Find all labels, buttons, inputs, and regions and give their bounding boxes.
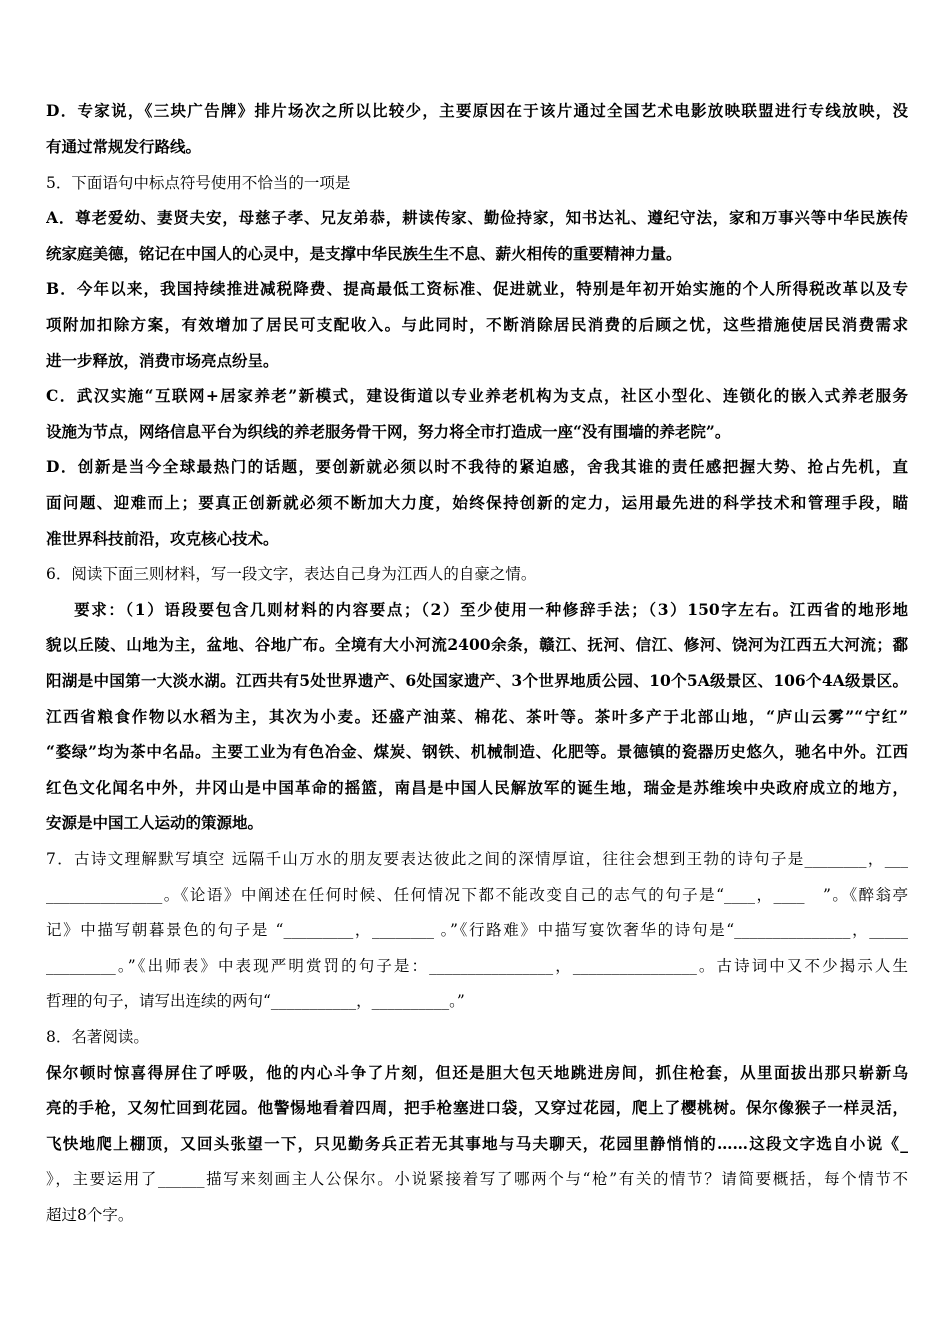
q6-material-line-2: 貌以丘陵、山地为主，盆地、谷地广布。全境有大小河流2400余条，赣江、抚河、信江、修河、饶河为江西五大河流；鄱 xyxy=(46,635,908,654)
option-d-line-1: D．专家说，《三块广告牌》排片场次之所以比较少，主要原因在于该片通过全国艺术电影放映联盟进行专线放映，没 xyxy=(46,101,908,120)
q5-option-b-line-3: 进一步释放，消费市场亮点纷呈。 xyxy=(46,351,279,370)
option-d-line-2: 有通过常规发行路线。 xyxy=(46,137,202,156)
q5-option-d-line-3: 准世界科技前沿，攻克核心技术。 xyxy=(46,529,279,548)
q6-material-line-1: 要求：（1）语段要包含几则材料的内容要点；（2）至少使用一种修辞手法；（3）150字左右。江西省的地形地 xyxy=(46,600,908,619)
question-5-title: 5．下面语句中标点符号使用不恰当的一项是 xyxy=(46,174,351,192)
question-7-line-4: _________。”《出师表》中表现严明赏罚的句子是：________________，________________。古诗词中又不少揭示人生 xyxy=(46,957,908,975)
q6-material-line-4: 江西省粮食作物以水稻为主，其次为小麦。还盛产油菜、棉花、茶叶等。茶叶多产于北部山地，“庐山云雾”“宁红” xyxy=(46,707,908,726)
q6-material-line-3: 阳湖是中国第一大淡水湖。江西共有5处世界遗产、6处国家遗产、3个世界地质公园、10个5A级景区、106个4A级景区。 xyxy=(46,671,908,690)
q5-option-d-line-1: D．创新是当今全球最热门的话题，要创新就必须以时不我待的紧迫感，舍我其谁的责任感把握大势、抢占先机，直 xyxy=(46,457,908,476)
question-7-line-3: 记》中描写朝暮景色的句子是 “_________，________ 。”《行路难》中描写宴饮奢华的诗句是“_______________，_____ xyxy=(46,921,908,939)
q6-material-line-5: “婺绿”均为茶中名品。主要工业为有色冶金、煤炭、钢铁、机械制造、化肥等。景德镇的瓷器历史悠久，驰名中外。江西 xyxy=(46,742,908,761)
q5-option-b-line-1: B．今年以来，我国持续推进减税降费、提高最低工资标准、促进就业，特别是年初开始实施的个人所得税改革以及专 xyxy=(46,279,908,298)
q6-material-line-7: 安源是中国工人运动的策源地。 xyxy=(46,813,264,832)
q8-question-line-2: 超过8个字。 xyxy=(46,1206,134,1224)
q8-passage-line-1: 保尔顿时惊喜得屏住了呼吸，他的内心斗争了片刻，但还是胆大包天地跳进房间，抓住枪套，从里面拔出那只崭新乌 xyxy=(46,1063,908,1082)
question-6-title: 6．阅读下面三则材料，写一段文字，表达自己身为江西人的自豪之情。 xyxy=(46,565,537,583)
q5-option-b-line-2: 项附加扣除方案，有效增加了居民可支配收入。与此同时，不断消除居民消费的后顾之忧，这些措施使居民消费需求 xyxy=(46,315,908,334)
q6-material-line-6: 红色文化闻名中外，井冈山是中国革命的摇篮，南昌是中国人民解放军的诞生地，瑞金是苏维埃中央政府成立的地方， xyxy=(46,778,908,797)
q8-passage-line-3: 飞快地爬上棚顶，又回头张望一下，只见勤务兵正若无其事地与马夫聊天，花园里静悄悄的……这段文字选自小说《_ xyxy=(46,1134,908,1153)
q5-option-c-line-2: 设施为节点，网络信息平台为织线的养老服务骨干网，努力将全市打造成一座“没有围墙的养老院”。 xyxy=(46,422,731,441)
q8-question-line-1: 》，主要运用了______描写来刻画主人公保尔。小说紧接着写了哪两个与“枪”有关的情节？请简要概括，每个情节不 xyxy=(46,1170,908,1188)
question-7-line-2: _______________。《论语》中阐述在任何时候、任何情况下都不能改变自己的志气的句子是“____，____ ”。《醉翁亭 xyxy=(46,886,908,904)
q5-option-c-line-1: C．武汉实施“互联网+居家养老”新模式，建设街道以专业养老机构为支点，社区小型化、连锁化的嵌入式养老服务 xyxy=(46,386,908,405)
q5-option-a-line-2: 统家庭美德，铭记在中国人的心灵中，是支撑中华民族生生不息、薪火相传的重要精神力量。 xyxy=(46,244,682,263)
question-8-title: 8．名著阅读。 xyxy=(46,1028,149,1046)
q5-option-d-line-2: 面问题、迎难而上；要真正创新就必须不断加大力度，始终保持创新的定力，运用最先进的科学技术和管理手段，瞄 xyxy=(46,493,908,512)
q5-option-a-line-1: A．尊老爱幼、妻贤夫安，母慈子孝、兄友弟恭，耕读传家、勤俭持家，知书达礼、遵纪守法，家和万事兴等中华民族传 xyxy=(46,208,908,227)
q8-passage-line-2: 亮的手枪，又匆忙回到花园。他警惕地看着四周，把手枪塞进口袋，又穿过花园，爬上了樱桃树。保尔像猴子一样灵活， xyxy=(46,1098,908,1117)
question-7-line-5: 哲理的句子，请写出连续的两句“___________，__________。” xyxy=(46,992,465,1010)
question-7-line-1: 7．古诗文理解默写填空 远隔千山万水的朋友要表达彼此之间的深情厚谊，往往会想到王勃的诗句子是________，___ xyxy=(46,850,908,868)
